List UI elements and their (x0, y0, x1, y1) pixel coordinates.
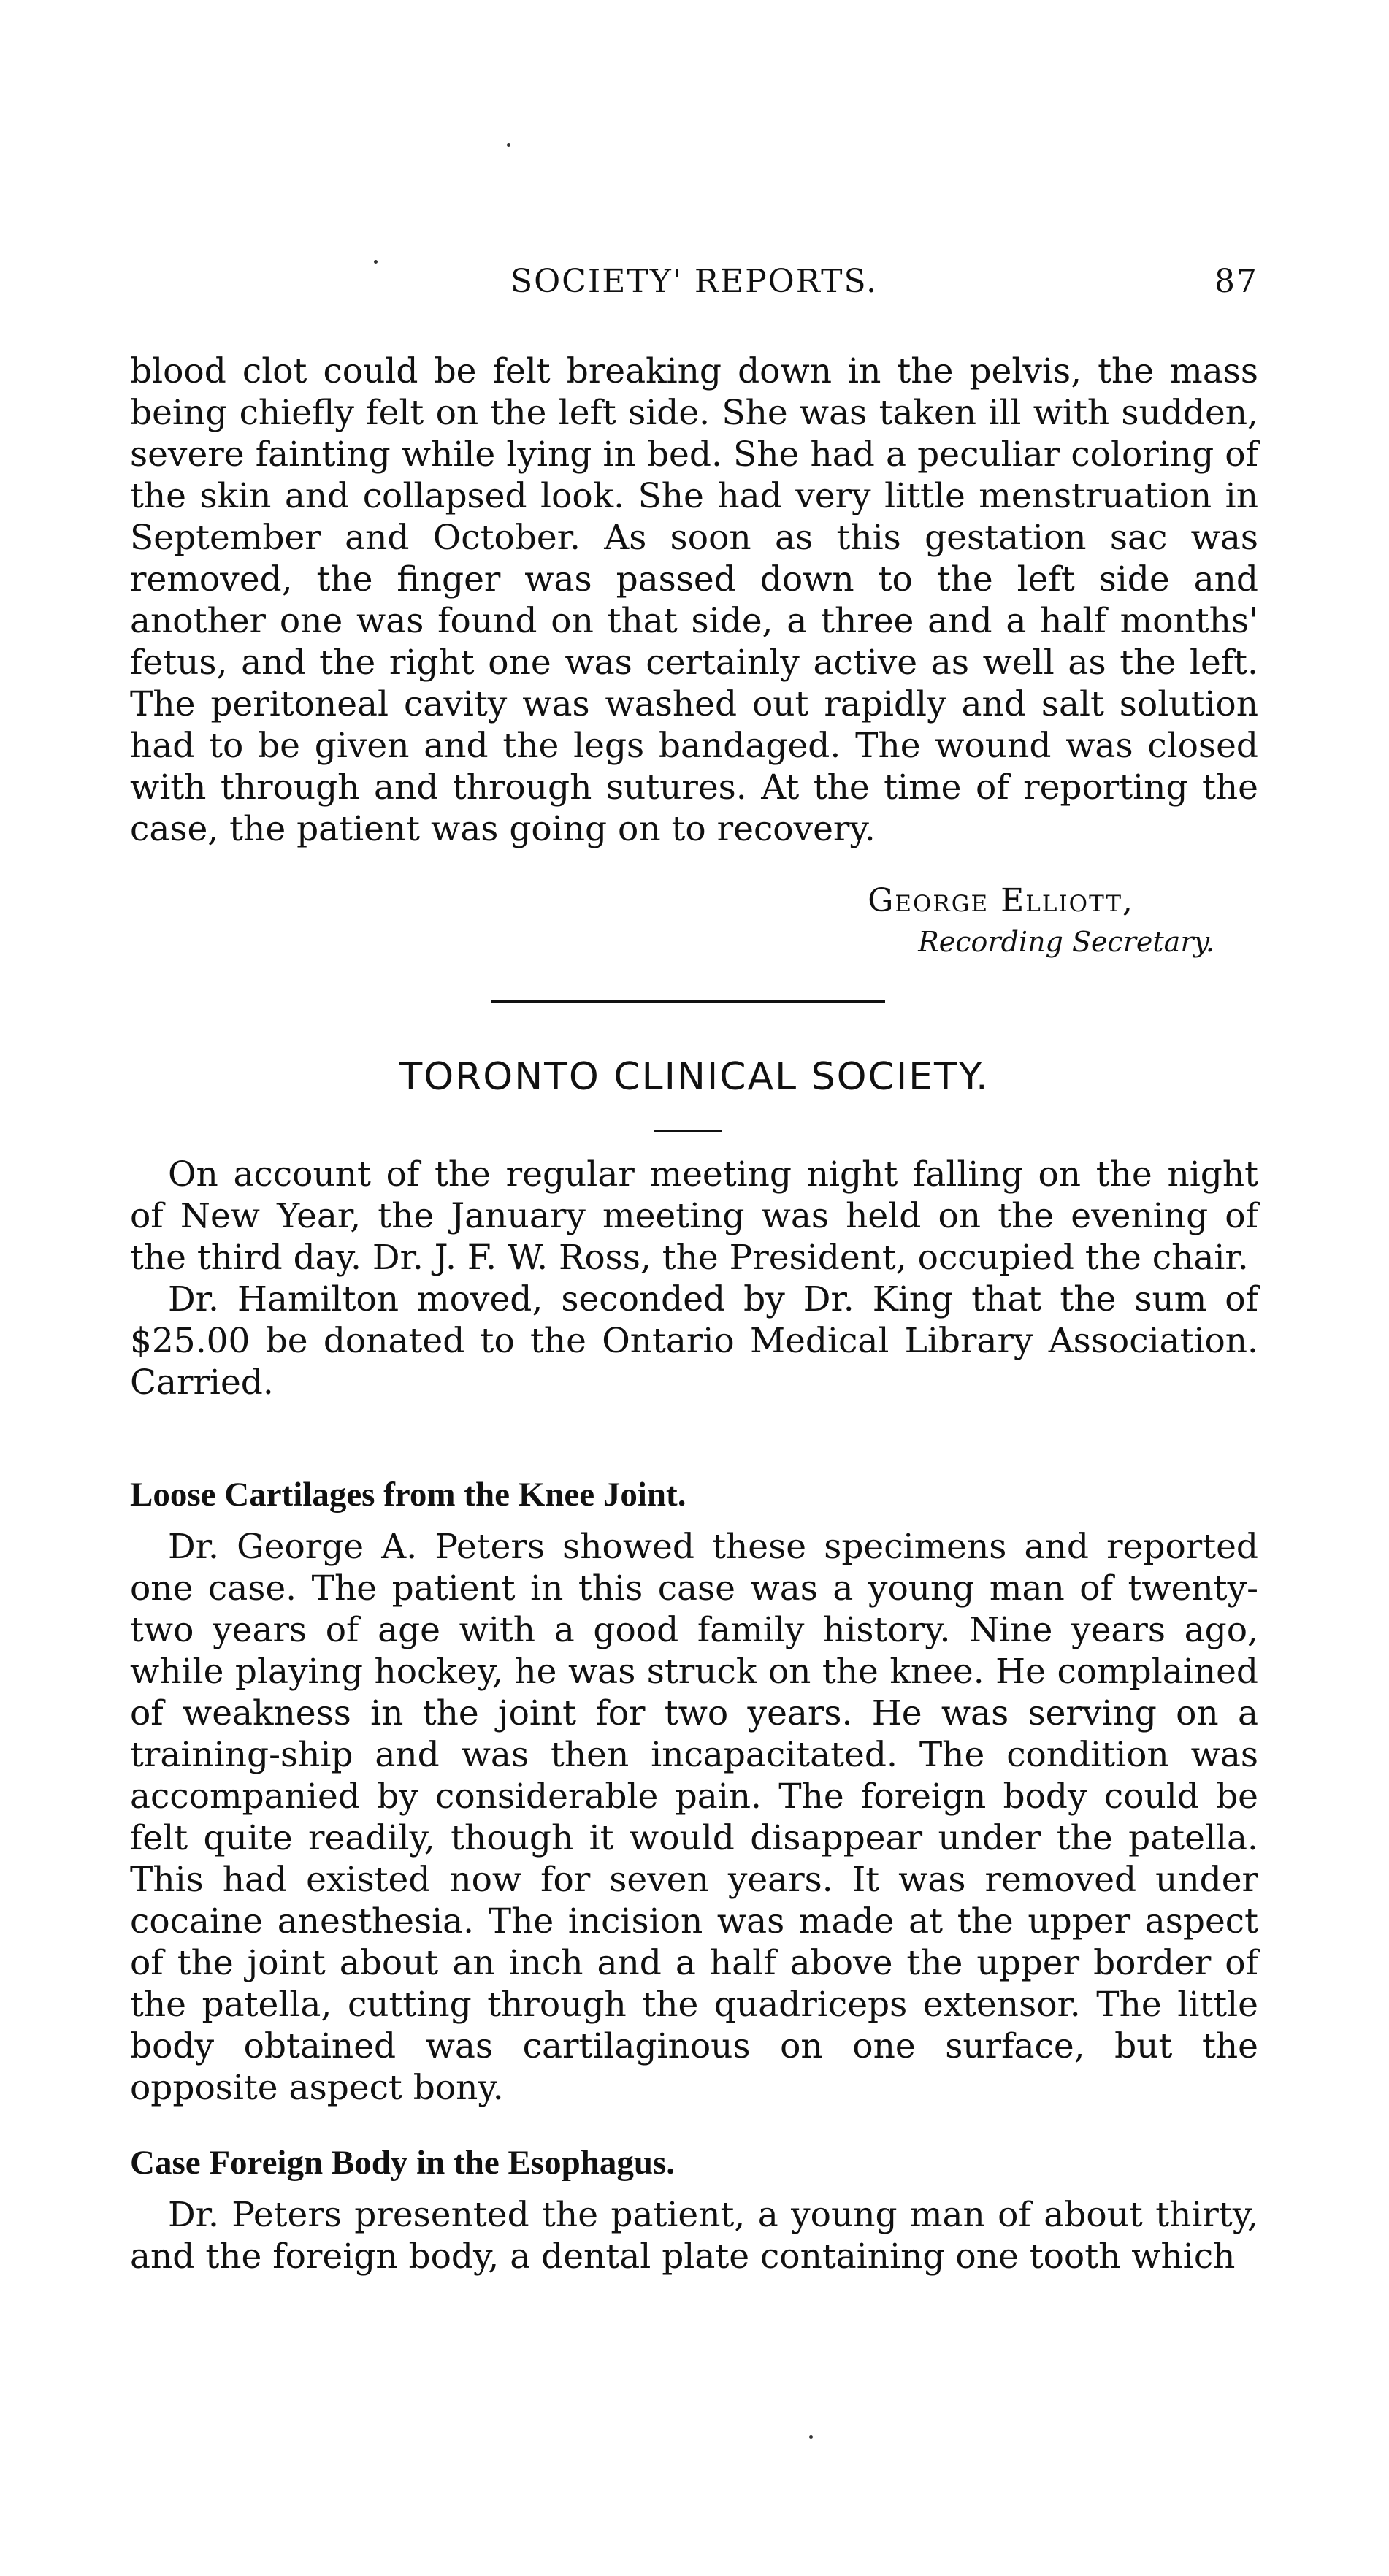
running-title: SOCIETY' REPORTS. (510, 263, 879, 300)
speck (507, 143, 510, 147)
section-title: TORONTO CLINICAL SOCIETY. (399, 1055, 990, 1099)
section-intro (130, 1154, 1258, 1403)
title-underline (654, 1130, 722, 1132)
signature-role: Recording Secretary. (918, 926, 1214, 958)
continuation-text (130, 350, 1258, 850)
page-number: 87 (1214, 263, 1258, 300)
case-text (130, 1526, 1258, 2109)
case-heading: Loose Cartilages from the Knee Joint. (130, 1476, 686, 1514)
signature-name: George Elliott, (868, 882, 1134, 919)
signature-block (130, 880, 1258, 963)
continuation-paragraph: blood clot could be felt breaking down in the pelvis, the mass being chiefly felt on the left side. She was taken ill with sudden, severe fainting while lying in bed. She had a peculiar coloring of the skin and collapsed look. She had very little menstruation in September and October. As soon as this gestation sac was removed, the finger was passed down to the left side and another one was found on that side, a three and a half months' fetus, and the right one was certainly active as well as the left. The peritoneal cavity was washed out rapidly and salt solution had to be given and the legs bandaged. The wound was closed with through and through sutures. At the time of reporting the case, the patient was going on to recovery. (130, 351, 1258, 849)
running-header (130, 263, 1258, 314)
intro-paragraph: On account of the regular meeting night falling on the night of New Year, the January meeting was held on the evening of the third day. Dr. J. F. W. Ross, the President, occupied the chair. (130, 1154, 1258, 1278)
case-paragraph: Dr. George A. Peters showed these specimens and reported one case. The patient in this case was a young man of twenty-two years of age with a good family history. Nine years ago, while playing hockey, he was struck on the knee. He complained of weakness in the joint for two years. He was serving on a training-ship and was then incapacitated. The condition was accompanied by considerable pain. The foreign body could be felt quite readily, though it would disappear under the patella. This had existed now for seven years. It was removed under cocaine anesthesia. The incision was made at the upper aspect of the joint about an inch and a half above the upper border of the patella, cutting through the quadriceps extensor. The little body obtained was cartilaginous on one surface, but the opposite aspect bony. (130, 1527, 1258, 2108)
case-text (130, 2194, 1258, 2277)
case-paragraph: Dr. Peters presented the patient, a young man of about thirty, and the foreign body, a dental plate containing one tooth which (130, 2195, 1258, 2277)
speck (809, 2435, 813, 2439)
section-divider (491, 1000, 885, 1003)
case-heading: Case Foreign Body in the Esophagus. (130, 2144, 676, 2182)
intro-paragraph: Dr. Hamilton moved, seconded by Dr. King that the sum of $25.00 be donated to the Ontario Medical Library Association. Carried. (130, 1279, 1258, 1403)
